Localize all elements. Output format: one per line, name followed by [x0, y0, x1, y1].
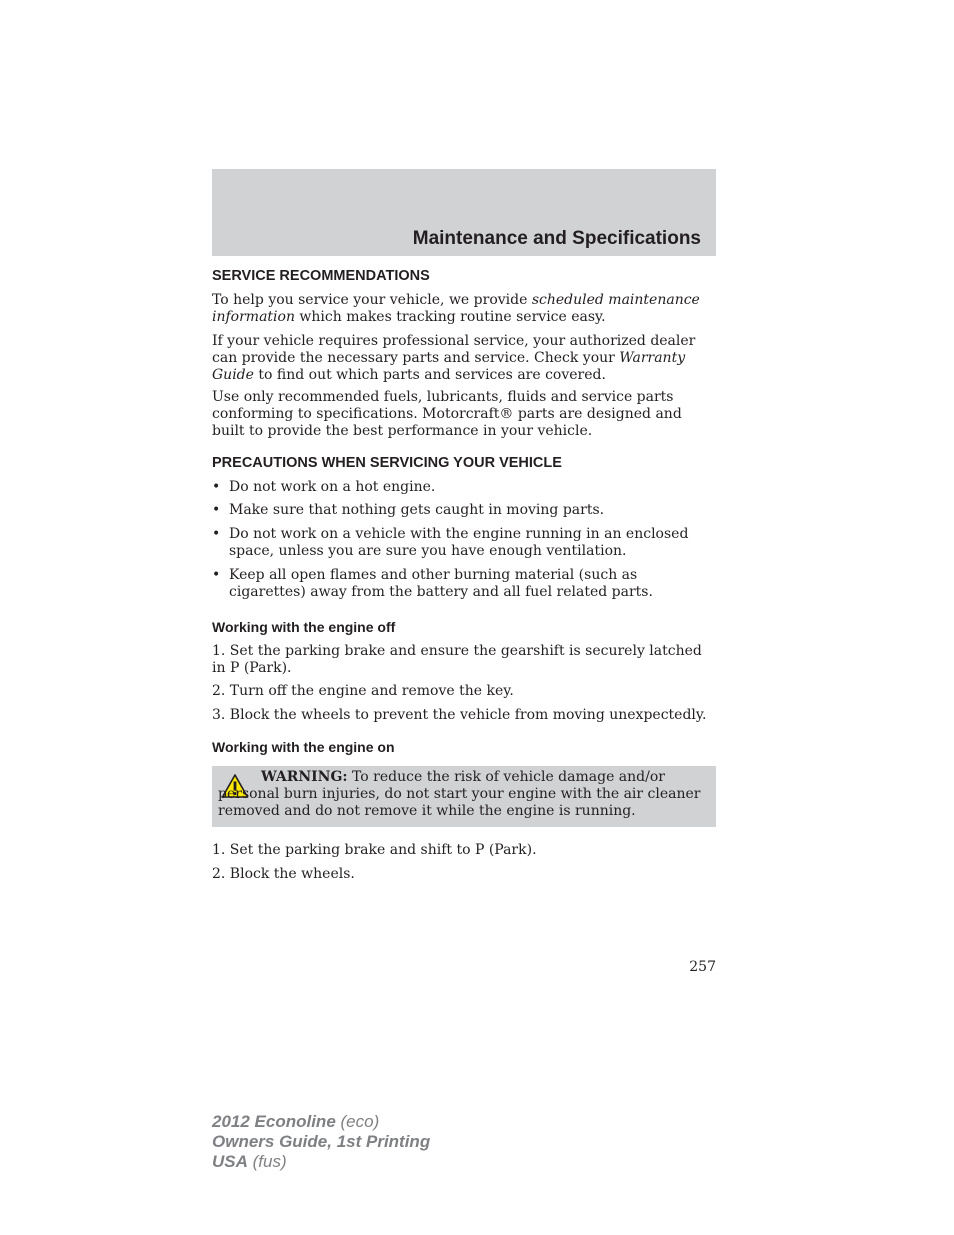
section-header-band	[212, 169, 716, 256]
heading-engine-on: Working with the engine on	[212, 739, 395, 755]
step-engine-off-2: 2. Turn off the engine and remove the key.	[212, 683, 514, 699]
heading-service-recommendations: SERVICE RECOMMENDATIONS	[212, 268, 430, 284]
emphasis-scheduled-maintenance: scheduled maintenance information	[212, 292, 700, 325]
footer	[212, 1112, 430, 1172]
emphasis-warranty-guide: Warranty Guide	[212, 350, 686, 383]
list-item: • Keep all open flames and other burning material (such as cigarettes) away from the battery and all fuel related parts.	[212, 567, 653, 600]
list-item: • Do not work on a hot engine.	[212, 479, 436, 495]
page-number: 257	[689, 959, 716, 975]
heading-engine-off: Working with the engine off	[212, 619, 396, 635]
paragraph-service-1: To help you service your vehicle, we provide scheduled maintenance information which makes tracking routine service easy.	[212, 292, 700, 325]
paragraph-service-2: If your vehicle requires professional service, your authorized dealer can provide the necessary parts and service. Check your Warranty Guide to find out which parts and services are covered.	[212, 333, 696, 383]
bullet-icon: •	[212, 526, 221, 542]
warning-box	[212, 766, 716, 827]
step-engine-off-3: 3. Block the wheels to prevent the vehicle from moving unexpectedly.	[212, 707, 707, 723]
step-engine-on-2: 2. Block the wheels.	[212, 866, 355, 882]
bullet-icon: •	[212, 502, 221, 518]
list-item: • Do not work on a vehicle with the engine running in an enclosed space, unless you are sure you have enough ventilation.	[212, 526, 689, 559]
step-engine-on-1: 1. Set the parking brake and shift to P (Park).	[212, 842, 537, 858]
section-title: Maintenance and Specifications	[412, 228, 701, 249]
step-engine-off-1: 1. Set the parking brake and ensure the gearshift is securely latched in P (Park).	[212, 643, 702, 676]
footer-line-region: USA (fus)	[212, 1152, 287, 1171]
bullet-icon: •	[212, 567, 221, 583]
bullet-icon: •	[212, 479, 221, 495]
list-item: • Make sure that nothing gets caught in moving parts.	[212, 502, 605, 518]
warning-text: WARNING: To reduce the risk of vehicle damage and/or personal burn injuries, do not start your engine with the air cleaner removed and do not remove it while the engine is running.	[218, 769, 701, 819]
paragraph-service-3: Use only recommended fuels, lubricants, fluids and service parts conforming to specifications. Motorcraft® parts are designed and built to provide the best performance in your vehicle.	[212, 389, 682, 439]
heading-precautions: PRECAUTIONS WHEN SERVICING YOUR VEHICLE	[212, 455, 562, 471]
footer-line-model: 2012 Econoline (eco)	[212, 1112, 380, 1131]
footer-line-guide: Owners Guide, 1st Printing	[212, 1132, 431, 1151]
warning-label: WARNING:	[261, 769, 348, 785]
